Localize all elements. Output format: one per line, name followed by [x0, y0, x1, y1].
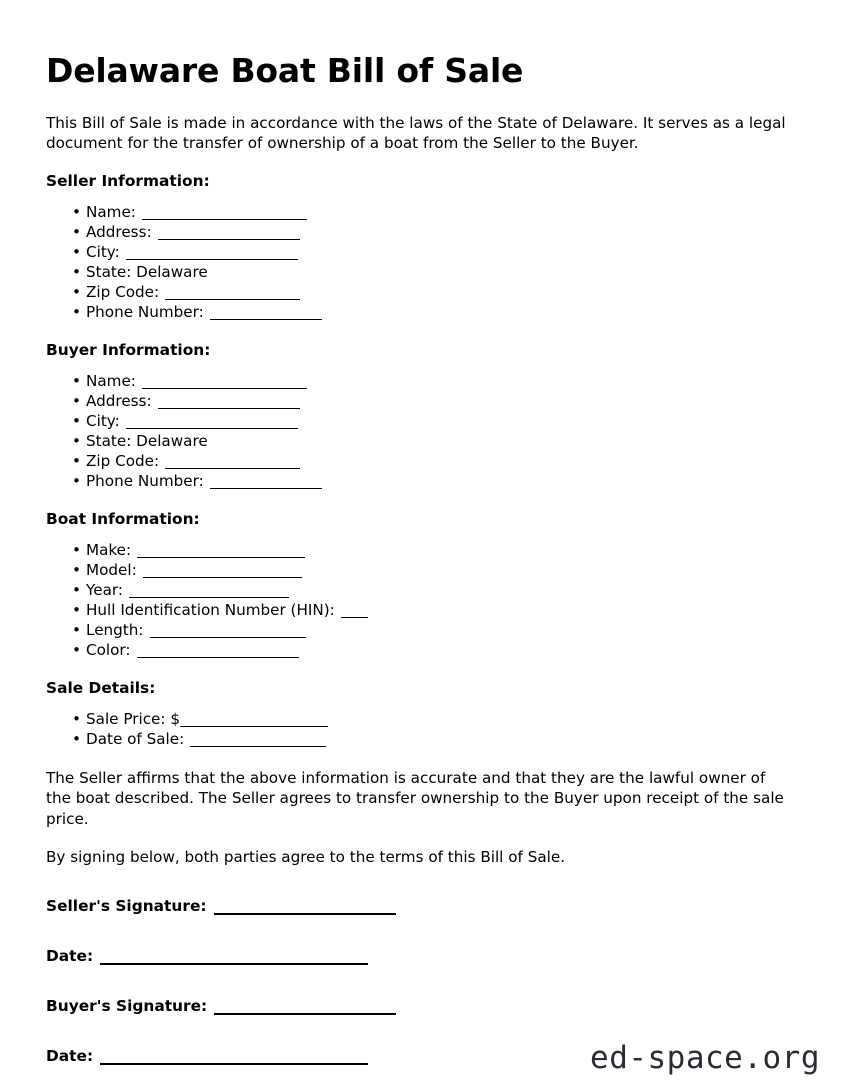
field-blank-line[interactable] — [129, 597, 289, 598]
field-value: Delaware — [131, 262, 208, 281]
field-blank-line[interactable] — [180, 726, 328, 727]
signature-blank-line[interactable] — [214, 913, 396, 915]
field-label: Make: — [86, 540, 132, 559]
field-row — [46, 242, 798, 262]
field-label: Sale Price: $ — [86, 709, 180, 728]
field-blank-line[interactable] — [137, 657, 299, 658]
field-blank-line[interactable] — [210, 319, 322, 320]
signature-label: Seller's Signature: — [46, 896, 207, 915]
field-label: Zip Code: — [86, 451, 160, 470]
field-blank-line[interactable] — [137, 557, 305, 558]
field-label: Address: — [86, 391, 152, 410]
field-label: State: — [86, 431, 132, 450]
site-watermark: ed-space.org — [590, 1040, 820, 1076]
boat-information-heading: Boat Information: — [46, 509, 200, 528]
field-row — [46, 371, 798, 391]
page-title: Delaware Boat Bill of Sale — [46, 51, 524, 90]
seller-information-section — [46, 172, 798, 322]
field-blank-line[interactable] — [142, 388, 307, 389]
seller-information-heading: Seller Information: — [46, 171, 210, 190]
document-content — [46, 52, 798, 1066]
signature-label: Buyer's Signature: — [46, 996, 208, 1015]
field-row — [46, 560, 798, 580]
signature-label: Date: — [46, 946, 94, 965]
field-row — [46, 620, 798, 640]
field-label: Color: — [86, 640, 131, 659]
field-row — [46, 451, 798, 471]
field-row — [46, 640, 798, 660]
intro-paragraph: This Bill of Sale is made in accordance with the laws of the State of Delaware. It serves as a legal document for the transfer of ownership of a boat from the Seller to the Buyer. — [46, 113, 786, 153]
field-row — [46, 411, 798, 431]
signature-row — [46, 996, 798, 1016]
agreement-paragraph: By signing below, both parties agree to the terms of this Bill of Sale. — [46, 848, 566, 867]
buyer-field-list — [46, 371, 798, 491]
field-row — [46, 282, 798, 302]
signature-row — [46, 896, 798, 916]
field-blank-line[interactable] — [158, 239, 300, 240]
field-blank-line[interactable] — [126, 428, 298, 429]
field-row — [46, 302, 798, 322]
sale-details-heading: Sale Details: — [46, 678, 156, 697]
field-label: City: — [86, 242, 120, 261]
field-label: Hull Identification Number (HIN): — [86, 600, 335, 619]
signature-row — [46, 946, 798, 966]
field-blank-line[interactable] — [158, 408, 300, 409]
field-label: State: — [86, 262, 132, 281]
field-blank-line[interactable] — [143, 577, 302, 578]
field-blank-line[interactable] — [190, 746, 326, 747]
field-label: Date of Sale: — [86, 729, 185, 748]
field-row — [46, 222, 798, 242]
field-value: Delaware — [131, 431, 208, 450]
seller-field-list — [46, 202, 798, 322]
field-label: Phone Number: — [86, 471, 204, 490]
field-label: Length: — [86, 620, 144, 639]
field-label: Zip Code: — [86, 282, 160, 301]
boat-information-section — [46, 510, 798, 660]
field-label: City: — [86, 411, 120, 430]
field-blank-line[interactable] — [150, 637, 306, 638]
field-blank-line[interactable] — [165, 299, 300, 300]
field-row — [46, 471, 798, 491]
sale-details-section — [46, 679, 798, 749]
sale-field-list — [46, 709, 798, 749]
field-blank-line[interactable] — [142, 219, 307, 220]
field-label: Name: — [86, 202, 136, 221]
field-label: Name: — [86, 371, 136, 390]
boat-field-list — [46, 540, 798, 660]
field-row — [46, 391, 798, 411]
field-row — [46, 540, 798, 560]
field-blank-line[interactable] — [165, 468, 300, 469]
signature-blank-line[interactable] — [100, 1063, 368, 1065]
field-label: Address: — [86, 222, 152, 241]
field-label: Year: — [86, 580, 124, 599]
field-blank-line[interactable] — [210, 488, 322, 489]
field-row — [46, 600, 798, 620]
buyer-information-heading: Buyer Information: — [46, 340, 211, 359]
field-label: Phone Number: — [86, 302, 204, 321]
field-row — [46, 580, 798, 600]
field-row — [46, 431, 798, 451]
signature-label: Date: — [46, 1046, 94, 1065]
field-blank-line[interactable] — [126, 259, 298, 260]
signature-blank-line[interactable] — [214, 1013, 396, 1015]
affirmation-paragraph: The Seller affirms that the above information is accurate and that they are the lawful owner of the boat described. The Seller agrees to transfer ownership to the Buyer upon receipt of the sale price. — [46, 768, 784, 828]
buyer-information-section — [46, 341, 798, 491]
field-row — [46, 262, 798, 282]
field-row — [46, 729, 798, 749]
field-blank-line[interactable] — [341, 617, 368, 618]
signature-blank-line[interactable] — [100, 963, 368, 965]
field-row — [46, 709, 798, 729]
field-label: Model: — [86, 560, 137, 579]
field-row — [46, 202, 798, 222]
